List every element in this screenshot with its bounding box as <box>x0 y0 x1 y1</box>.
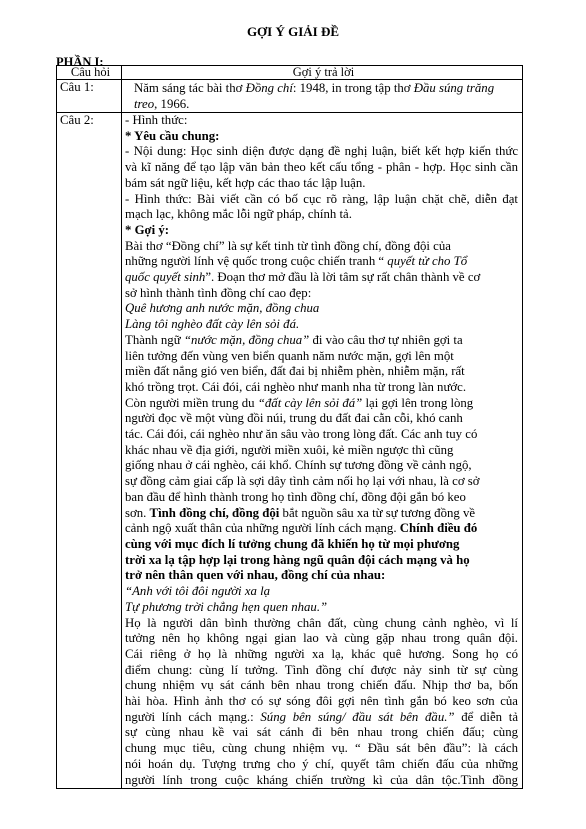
answer-line: - Nội dung: Học sinh diện được dạng đề nghị luận, biết kết hợp kiến thức <box>125 144 518 159</box>
answer-line: giống nhau ở cái nghèo, cái khổ. Chính sự tương đồng về cảnh ngộ, <box>125 458 472 473</box>
text: ”. Đoạn thơ mở đầu là lời tâm sự rất chân thành về cơ <box>205 270 481 285</box>
answer-line <box>134 80 518 96</box>
answer-line: người đọc về một vùng đồi núi, trung du đất đai cằn cỗi, khó canh <box>125 411 463 426</box>
answer-line: tác. Cái đói, cái nghèo như ăn sâu vào trong lòng đất. Các anh tuy có <box>125 427 478 442</box>
answer-line: bám sát ngữ liệu, kết hợp các thao tác lập luận. <box>125 175 366 190</box>
answer-line: trời xa lạ tập hợp lại trong hàng ngũ quân đội cách mạng và họ <box>125 552 470 567</box>
answer-line <box>125 270 518 286</box>
text: , 1966. <box>154 97 190 111</box>
table-row <box>57 80 523 113</box>
poem-line: Quê hương anh nước mặn, đồng chua <box>125 301 320 316</box>
answer-line: tưởng nên họ không ngại gian lao và cùng gặp nhau trong quân đội. <box>125 631 518 646</box>
text: để diễn tả <box>454 709 518 724</box>
answer-line <box>134 96 518 112</box>
page-title: GỢI Ý GIẢI ĐỀ <box>246 24 340 39</box>
answer-line: Họ là người dân bình thường chân đất, cùng chung cảnh nghèo, vì lí <box>125 615 518 630</box>
answer-line: - Hình thức: Bài viết cần có bố cục rõ ràng, lập luận chặt chẽ, diễn đạt <box>125 191 518 206</box>
text: người lính cách mạng.: <box>125 709 261 724</box>
answer-line: chung nhiệm vụ sát cánh bên nhau trong chiến đấu. Nhịp thơ ba, bốn <box>125 678 518 693</box>
answer-line: người lính trong cuộc kháng chiến trường kì của dân tộc.Tình đồng <box>125 772 518 787</box>
answer-line: và kĩ năng để tạo lập văn bản theo kết cấu tổng - phân - hợp. Học sinh cần <box>125 160 518 175</box>
table-row <box>57 113 523 789</box>
emphasis: Tình đồng chí, đồng đội <box>149 505 280 520</box>
subheading: * Yêu cầu chung: <box>125 128 220 143</box>
answer-line: khác nhau về địa giới, người miền xuôi, kẻ miền ngược thì cũng <box>125 442 454 457</box>
question-cell: Câu 1: <box>57 80 122 113</box>
quote: Súng bên súng/ đầu sát bên đầu.” <box>260 709 455 724</box>
quote: “đất cày lên sỏi đá” <box>257 395 363 410</box>
answer-line: liên tưởng đến vùng ven biển quanh năm nước mặn, gợi lên một <box>125 348 454 363</box>
column-header-question: Câu hỏi <box>57 66 122 80</box>
text: lại gợi lên trong lòng <box>362 395 474 410</box>
question-cell: Câu 2: <box>57 113 122 789</box>
text: Năm sáng tác bài thơ <box>134 81 246 95</box>
answer-line: sở hình thành tình đồng chí cao đẹp: <box>125 285 312 300</box>
answer-line: Bài thơ “Đồng chí” là sự kết tinh từ tình đồng chí, đồng đội của <box>125 238 451 253</box>
quote: “nước mặn, đồng chua” <box>183 332 310 347</box>
answer-cell <box>122 80 523 113</box>
text: Thành ngữ <box>125 332 184 347</box>
answer-line <box>125 521 518 537</box>
answer-line: sự cùng nhau kề vai sát cánh đi bên nhau trong chiến đấu; cùng <box>125 725 518 740</box>
poem-line: Làng tôi nghèo đất cày lên sỏi đá. <box>125 317 300 332</box>
collection-title: Đầu súng trăng <box>413 81 495 95</box>
answer-line <box>125 396 518 412</box>
text: Còn người miền trung du <box>125 395 258 410</box>
text: bắt nguồn sâu xa từ sự tương đồng về <box>279 505 476 520</box>
subheading: * Gợi ý: <box>125 222 170 237</box>
answer-line: mạch lạc, không mắc lỗi ngữ pháp, chính tả. <box>125 207 352 222</box>
emphasis: Chính điều đó <box>399 521 478 536</box>
text: : 1948, in trong tập thơ <box>292 81 414 95</box>
answer-line: ban đầu để hình thành trong họ tình đồng chí, đồng đội gắn bó keo <box>125 489 466 504</box>
table-header-row <box>57 66 523 80</box>
answer-line: điểm chung: cùng lí tưởng. Tình đồng chí được nảy sinh từ sự cùng <box>125 662 518 677</box>
answer-table <box>56 65 523 789</box>
quote: quyết tử cho Tổ <box>387 254 468 269</box>
answer-line: nói hoán dụ. Tượng trưng cho ý chí, quyết tâm chiến đấu của những <box>125 756 518 771</box>
answer-line: cùng với mục đích lí tưởng chung đã khiến họ từ mọi phương <box>125 536 460 551</box>
answer-line: miền đất nắng gió ven biển, đất đai bị nhiễm phèn, nhiễm mặn, rất <box>125 364 465 379</box>
poem-line: “Anh với tôi đôi người xa lạ <box>125 584 271 599</box>
text: đi vào câu thơ tự nhiên gợi ta <box>309 332 463 347</box>
text: sơn. <box>125 505 150 520</box>
text: những người lính vệ quốc trong cuộc chiến tranh “ <box>125 254 388 269</box>
answer-line: chung mục tiêu, cùng chung nhiệm vụ. “ Đầu sát bên đầu”: là cách <box>125 741 518 756</box>
poem-line: Tự phương trời chẳng hẹn quen nhau.” <box>125 599 328 614</box>
answer-line: trở nên thân quen với nhau, đồng chí của nhau: <box>125 568 386 583</box>
answer-line <box>125 710 518 726</box>
answer-line <box>125 254 518 270</box>
answer-cell <box>122 113 523 789</box>
poem-title: Đồng chí <box>245 81 293 95</box>
answer-line: Cái riêng ở họ là những người xa lạ, khác quê hương. Song họ có <box>125 646 518 661</box>
answer-line: - Hình thức: <box>125 113 188 127</box>
quote: quốc quyết sinh <box>125 270 206 285</box>
answer-line <box>125 506 518 522</box>
answer-line: sự đồng cảm giai cấp là sợi dây tình cảm nối họ lại với nhau, là cơ sở <box>125 474 480 489</box>
collection-title: treo <box>134 97 155 111</box>
column-header-answer: Gợi ý trả lời <box>122 66 523 80</box>
section-heading: PHẦN I: <box>56 55 104 69</box>
answer-line: hài hòa. Hình ảnh thơ có sự sóng đôi gợi nên tình gắn bó keo sơn của <box>125 694 518 709</box>
answer-line <box>125 333 518 349</box>
text: cảnh ngộ xuất thân của những người lính cách mạng. <box>125 521 400 536</box>
answer-line: khó trồng trọt. Cái đói, cái nghèo như manh nha từ trong làn nước. <box>125 379 467 394</box>
